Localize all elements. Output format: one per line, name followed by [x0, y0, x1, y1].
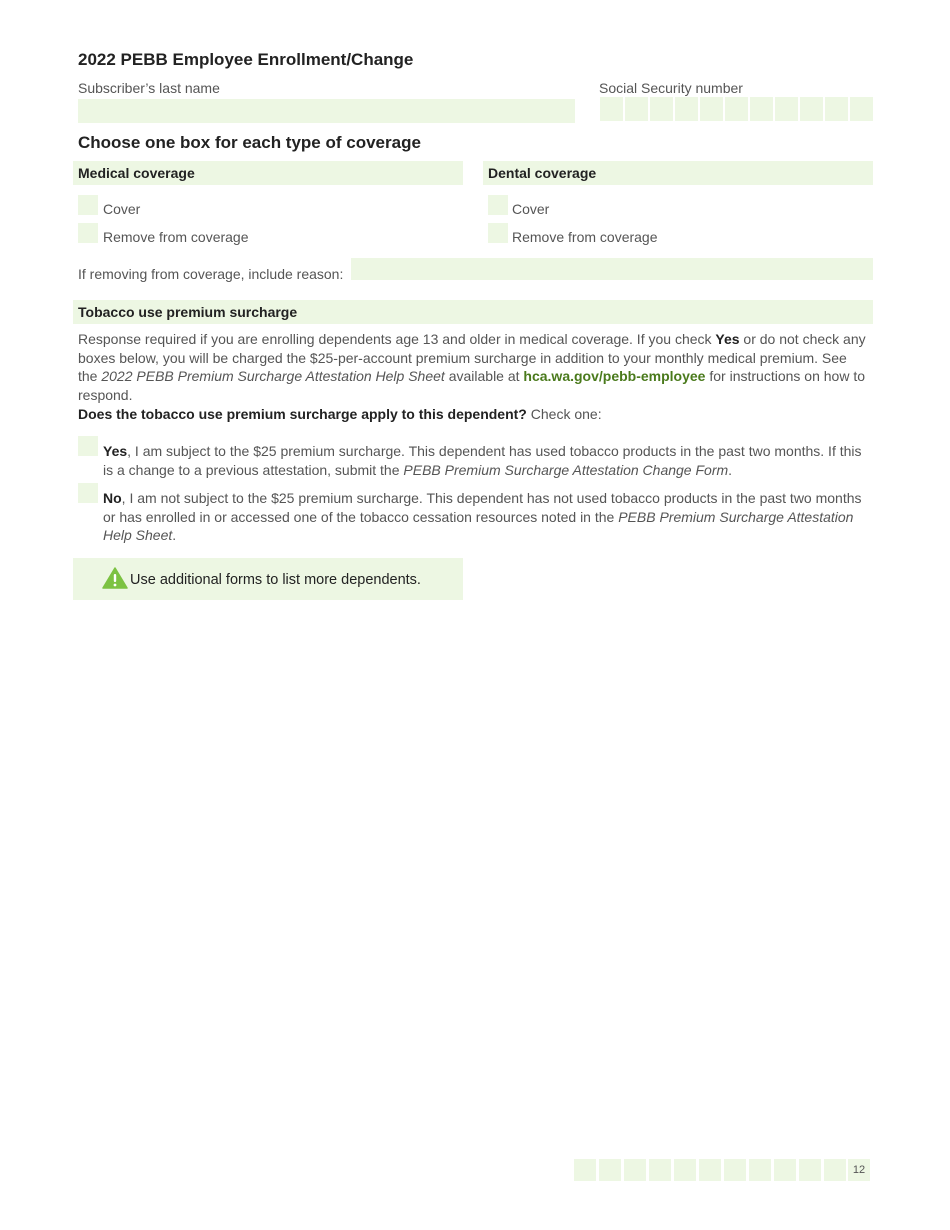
dental-remove-checkbox[interactable]	[488, 223, 508, 243]
medical-cover-label: Cover	[103, 201, 141, 217]
tobacco-intro-text: or do not check any boxes below, you will be charged the $25-per-account premium surcharge in addition to your monthly medical premium. See the	[78, 331, 866, 384]
dental-cover-checkbox[interactable]	[488, 195, 508, 215]
tobacco-question-text: Does the tobacco use premium surcharge apply to this dependent?	[78, 406, 527, 422]
last-name-label: Subscriber’s last name	[78, 80, 220, 96]
tobacco-yes-end: .	[728, 461, 733, 478]
removal-reason-label: If removing from coverage, include reason:	[78, 266, 344, 282]
dental-coverage-title: Dental coverage	[488, 165, 597, 181]
tobacco-yes-bold: Yes	[103, 443, 128, 459]
change-form-title: PEBB Premium Surcharge Attestation Change Form	[403, 461, 729, 478]
help-sheet-title: PEBB Premium Surcharge Attestation Help Sheet	[103, 508, 854, 543]
footer-id-box[interactable]	[824, 1159, 846, 1181]
tobacco-no-checkbox[interactable]	[78, 483, 98, 503]
ssn-digit-box[interactable]	[850, 97, 873, 121]
last-name-input[interactable]	[78, 99, 575, 123]
medical-remove-label: Remove from coverage	[103, 229, 249, 245]
ssn-digit-box[interactable]	[700, 97, 723, 121]
tobacco-intro-paragraph	[78, 330, 870, 404]
dental-coverage-header	[483, 161, 873, 185]
footer-id-box[interactable]	[599, 1159, 621, 1181]
tobacco-intro-text: available at	[444, 368, 524, 384]
ssn-digit-box[interactable]	[625, 97, 648, 121]
footer-id-box[interactable]	[724, 1159, 746, 1181]
medical-coverage-header	[73, 161, 463, 185]
ssn-digit-box[interactable]	[650, 97, 673, 121]
tobacco-intro-text: for instructions on how to respond.	[78, 368, 866, 403]
footer-id-box[interactable]	[649, 1159, 671, 1181]
footer-id-box[interactable]	[699, 1159, 721, 1181]
tobacco-yes-checkbox[interactable]	[78, 436, 98, 456]
tobacco-section-title: Tobacco use premium surcharge	[78, 304, 298, 320]
medical-remove-checkbox[interactable]	[78, 223, 98, 243]
tobacco-question-suffix: Check one:	[526, 406, 602, 422]
ssn-digit-box[interactable]	[800, 97, 823, 121]
tobacco-question	[78, 405, 870, 424]
removal-reason-input[interactable]	[351, 258, 873, 280]
footer-id-box[interactable]	[674, 1159, 696, 1181]
footer-id-box[interactable]	[799, 1159, 821, 1181]
ssn-field[interactable]	[600, 97, 874, 121]
ssn-digit-box[interactable]	[725, 97, 748, 121]
warning-icon	[102, 567, 128, 589]
ssn-digit-box[interactable]	[675, 97, 698, 121]
coverage-heading: Choose one box for each type of coverage	[78, 133, 421, 152]
additional-forms-notice	[73, 558, 463, 600]
footer-id-box[interactable]	[574, 1159, 596, 1181]
ssn-digit-box[interactable]	[600, 97, 623, 121]
tobacco-intro-yes: Yes	[715, 331, 740, 347]
ssn-label: Social Security number	[599, 80, 743, 96]
notice-text: Use additional forms to list more dependents.	[130, 572, 421, 588]
tobacco-yes-text: , I am subject to the $25 premium surcharge. This dependent has used tobacco products in the past two months. If this is a change to a previous attestation, submit the	[103, 443, 862, 478]
tobacco-yes-option	[103, 442, 871, 479]
ssn-digit-box[interactable]	[775, 97, 798, 121]
footer-id-box[interactable]	[774, 1159, 796, 1181]
footer-id-box[interactable]	[749, 1159, 771, 1181]
dental-remove-label: Remove from coverage	[512, 229, 658, 245]
medical-cover-checkbox[interactable]	[78, 195, 98, 215]
tobacco-section-header	[73, 300, 873, 324]
tobacco-no-text: , I am not subject to the $25 premium surcharge. This dependent has not used tobacco products in the past two months or has enrolled in or accessed one of the tobacco cessation resources noted in the	[103, 490, 862, 525]
medical-coverage-title: Medical coverage	[78, 165, 195, 181]
footer-id-box[interactable]	[624, 1159, 646, 1181]
tobacco-intro-text: Response required if you are enrolling dependents age 13 and older in medical coverage. If you check	[78, 331, 716, 347]
page-number: 12	[848, 1159, 870, 1181]
footer-id-boxes[interactable]	[574, 1159, 848, 1181]
ssn-digit-box[interactable]	[825, 97, 848, 121]
help-sheet-title: 2022 PEBB Premium Surcharge Attestation Help Sheet	[101, 368, 445, 384]
ssn-digit-box[interactable]	[750, 97, 773, 121]
form-title: 2022 PEBB Employee Enrollment/Change	[78, 50, 414, 69]
dental-cover-label: Cover	[512, 201, 550, 217]
pebb-employee-link[interactable]: hca.wa.gov/pebb-employee	[523, 368, 706, 384]
tobacco-no-option	[103, 489, 875, 545]
tobacco-no-bold: No	[103, 490, 122, 506]
tobacco-no-end: .	[172, 527, 177, 543]
